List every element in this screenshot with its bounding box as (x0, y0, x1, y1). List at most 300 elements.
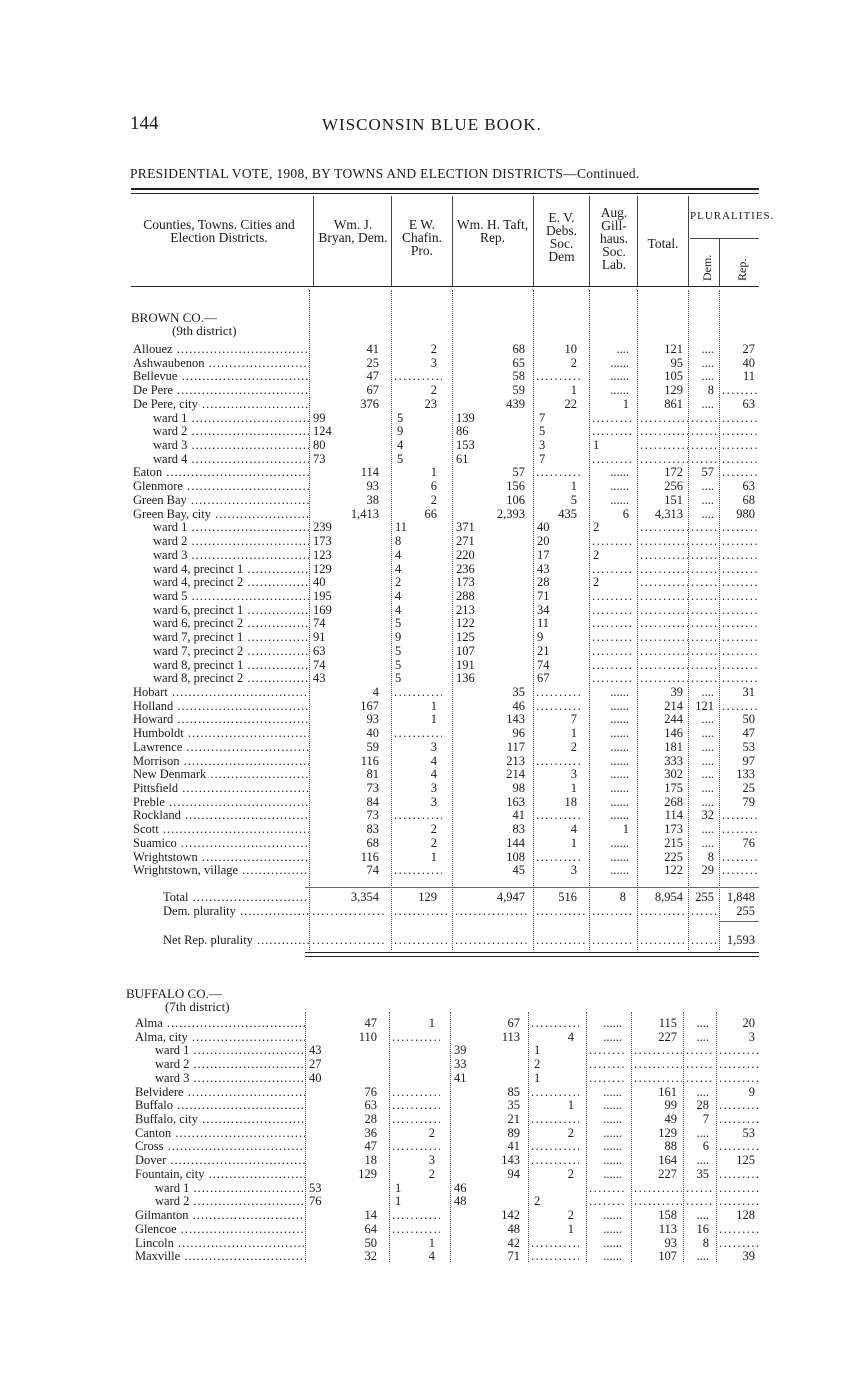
bryan-value: 99 (313, 410, 326, 425)
row-label: ward 1 ..... (153, 411, 309, 425)
row-label: ward 3 ..... (155, 1071, 305, 1085)
rep-value: 20 (742, 1016, 755, 1030)
row-label: ward 5 ..... (153, 589, 309, 603)
chafin-value: 11 (395, 520, 408, 535)
row-label: Wrightstown, village ..... (133, 863, 309, 877)
chafin-value: 2 (428, 1166, 435, 1181)
bryan-value: 74 (313, 657, 326, 672)
dem-value: .... (701, 479, 714, 494)
leader-dots (394, 726, 442, 740)
chafin-value: 23 (424, 396, 437, 411)
gill-value: ...... (610, 712, 629, 727)
row-label: Pittsfield ..... (133, 781, 309, 795)
leader-dots (592, 630, 634, 644)
top-double-rule (131, 188, 759, 190)
leader-dots (640, 933, 684, 947)
rep-value: 125 (736, 1153, 755, 1168)
row-label: ward 1 ..... (155, 1043, 305, 1057)
bryan-value: 40 (313, 575, 326, 590)
dem-value: .... (696, 1208, 709, 1223)
chafin-value: 4 (395, 561, 402, 576)
dem-value: .... (696, 1029, 709, 1044)
debs-value: 10 (564, 342, 577, 356)
leader-dots (394, 808, 442, 822)
rep-value: 40 (742, 355, 755, 370)
net-rep-value: 1,593 (726, 933, 755, 947)
total-value: 107 (658, 1249, 677, 1264)
debs-value: 2 (567, 1125, 574, 1140)
taft-value: 41 (507, 1139, 520, 1154)
leader-dots (719, 1057, 760, 1071)
table-row (0, 507, 859, 521)
pluralities-subrule (690, 238, 759, 239)
total-value: 39 (670, 685, 683, 699)
rep-value: 11 (742, 369, 755, 384)
bryan-value: 74 (313, 616, 326, 631)
debs-value: 1 (570, 835, 577, 850)
row-label: Suamico ..... (133, 836, 309, 850)
dem-value: .... (701, 342, 714, 356)
gill-value: ...... (603, 1112, 622, 1127)
chafin-value: 5 (395, 643, 402, 658)
leader-dots (691, 904, 717, 918)
section-end-rule (305, 952, 759, 953)
total-value: 861 (664, 396, 683, 411)
bryan-value: 93 (366, 479, 379, 494)
debs-value: 21 (537, 643, 550, 658)
chafin-value: 4 (395, 547, 402, 562)
table-row (0, 493, 859, 507)
table-row (0, 520, 859, 534)
total-rep: 1,848 (726, 890, 755, 904)
table-row (0, 589, 859, 603)
leader-dots (722, 644, 760, 658)
leader-dots (531, 1139, 579, 1153)
chafin-value: 3 (430, 355, 437, 370)
net-rep-plurality-row (0, 933, 859, 947)
leader-dots (536, 754, 582, 768)
dem-value: .... (701, 355, 714, 370)
debs-value: 1 (570, 726, 577, 741)
table-row (0, 1071, 859, 1085)
dem-plurality-value: 255 (736, 904, 755, 918)
dem-value: 8 (702, 1235, 709, 1250)
table-row (0, 836, 859, 850)
leader-dots (686, 1194, 714, 1208)
leader-dots (691, 671, 719, 685)
header-pluralities: PLURALITIES. (690, 210, 775, 222)
taft-value: 21 (507, 1112, 520, 1127)
row-label: Green Bay ..... (133, 493, 309, 507)
table-row (0, 1030, 859, 1044)
table-row (0, 685, 859, 699)
row-label: ward 7, precinct 2 ..... (153, 644, 309, 658)
taft-value: 94 (507, 1166, 520, 1181)
table-row (0, 822, 859, 836)
table-row (0, 1222, 859, 1236)
leader-dots (691, 603, 719, 617)
taft-value: 48 (454, 1194, 467, 1209)
row-label: Belvidere ..... (135, 1085, 305, 1099)
gill-value: ...... (610, 753, 629, 768)
dem-value: 121 (695, 698, 714, 713)
debs-value: 1 (534, 1043, 541, 1058)
dem-value: .... (701, 794, 714, 809)
bryan-value: 84 (366, 794, 379, 809)
bryan-value: 14 (364, 1208, 377, 1223)
page-number: 144 (130, 113, 159, 134)
row-label: Allouez ..... (133, 342, 309, 356)
dem-value: .... (701, 712, 714, 727)
bryan-value: 38 (366, 492, 379, 507)
dem-value: .... (701, 835, 714, 850)
row-label: Lincoln ..... (135, 1236, 305, 1250)
leader-dots (722, 534, 760, 548)
debs-value: 1 (567, 1221, 574, 1236)
total-label: Total ..... (163, 890, 309, 904)
total-value: 256 (664, 479, 683, 494)
bryan-value: 73 (313, 451, 326, 466)
rep-value: 31 (742, 685, 755, 699)
col-line-2 (391, 196, 392, 286)
leader-dots (719, 1071, 760, 1085)
gill-value: ...... (603, 1098, 622, 1113)
leader-dots (722, 562, 760, 576)
taft-value: 35 (507, 1098, 520, 1113)
table-row (0, 1153, 859, 1167)
total-value: 173 (664, 822, 683, 837)
table-row (0, 1098, 859, 1112)
total-dem: 255 (695, 890, 714, 904)
rep-value: 97 (742, 753, 755, 768)
leader-dots (394, 863, 442, 877)
leader-dots (691, 575, 719, 589)
row-label: ward 2 ..... (155, 1194, 305, 1208)
gill-value: 2 (593, 575, 600, 590)
row-label: Holland ..... (133, 699, 309, 713)
leader-dots (640, 589, 688, 603)
leader-dots (634, 1043, 682, 1057)
debs-value: 7 (539, 410, 546, 425)
taft-value: 113 (501, 1029, 520, 1044)
bryan-value: 63 (313, 643, 326, 658)
leader-dots (634, 1057, 682, 1071)
rep-value: 9 (748, 1084, 755, 1099)
total-value: 302 (664, 767, 683, 782)
dem-value: 28 (696, 1098, 709, 1113)
taft-value: 213 (506, 753, 525, 768)
leader-dots (592, 933, 634, 947)
header-debs: E. V. Debs. Soc. Dem (545, 210, 578, 264)
bryan-value: 43 (313, 671, 326, 686)
row-label: Eaton ..... (133, 465, 309, 479)
taft-value: 46 (512, 698, 525, 713)
dem-value: 29 (701, 863, 714, 878)
row-label: Rockland ..... (133, 808, 309, 822)
leader-dots (722, 452, 760, 466)
bryan-value: 173 (313, 534, 332, 549)
leader-dots (686, 1057, 714, 1071)
row-label: Bellevue ..... (133, 369, 309, 383)
bryan-value: 32 (364, 1249, 377, 1264)
bryan-value: 129 (358, 1166, 377, 1181)
leader-dots (719, 1236, 760, 1250)
leader-dots (640, 603, 688, 617)
running-head: WISCONSIN BLUE BOOK. (322, 115, 542, 134)
debs-value: 2 (570, 739, 577, 754)
row-label: De Pere, city ..... (133, 397, 309, 411)
bryan-value: 41 (366, 342, 379, 356)
table-row (0, 438, 859, 452)
bryan-value: 73 (366, 808, 379, 823)
bryan-value: 1,413 (350, 506, 379, 521)
dem-value: 6 (702, 1139, 709, 1154)
table-row (0, 1057, 859, 1071)
total-value: 49 (664, 1112, 677, 1127)
bryan-value: 80 (313, 438, 326, 453)
table-row (0, 671, 859, 685)
total-value: 129 (658, 1125, 677, 1140)
leader-dots (536, 904, 586, 918)
bryan-value: 73 (366, 781, 379, 796)
gill-value: ...... (610, 383, 629, 398)
gill-value: ...... (610, 465, 629, 480)
debs-value: 67 (537, 671, 550, 686)
leader-dots (640, 904, 684, 918)
row-label: De Pere ..... (133, 383, 309, 397)
chafin-value: 2 (395, 575, 402, 590)
taft-value: 41 (512, 808, 525, 823)
leader-dots (722, 671, 760, 685)
leader-dots (691, 452, 719, 466)
leader-dots (536, 699, 582, 713)
leader-dots (722, 658, 760, 672)
rep-value: 68 (742, 492, 755, 507)
chafin-value: 5 (397, 451, 404, 466)
col-line-3 (452, 196, 453, 286)
gill-value: ...... (603, 1139, 622, 1154)
rep-value: 50 (742, 712, 755, 727)
row-label: Wrightstown ..... (133, 850, 309, 864)
taft-value: 35 (512, 685, 525, 699)
table-row (0, 616, 859, 630)
row-label: ward 2 ..... (155, 1057, 305, 1071)
rep-value: 76 (742, 835, 755, 850)
bryan-value: 47 (364, 1139, 377, 1154)
row-label: Hobart ..... (133, 685, 309, 699)
taft-value: 2,393 (496, 506, 525, 521)
total-row (0, 890, 859, 904)
total-value: 215 (664, 835, 683, 850)
leader-dots (536, 369, 582, 383)
total-value: 113 (658, 1221, 677, 1236)
row-label: ward 8, precinct 1 ..... (153, 658, 309, 672)
row-label: ward 8, precinct 2 ..... (153, 671, 309, 685)
table-row (0, 1126, 859, 1140)
total-value: 161 (658, 1084, 677, 1099)
total-chafin: 129 (418, 890, 437, 904)
row-label: Dover ..... (135, 1153, 305, 1167)
col-line-5 (589, 196, 590, 286)
taft-value: 144 (506, 835, 525, 850)
dem-value: .... (696, 1125, 709, 1140)
total-value: 129 (664, 383, 683, 398)
gill-value: ...... (610, 863, 629, 878)
table-row (0, 658, 859, 672)
table-row (0, 712, 859, 726)
leader-dots (640, 616, 688, 630)
leader-dots (640, 548, 688, 562)
dem-value: .... (701, 369, 714, 384)
leader-dots (640, 534, 688, 548)
header-total: Total. (647, 236, 679, 251)
chafin-value: 2 (428, 1125, 435, 1140)
taft-value: 89 (507, 1125, 520, 1140)
taft-value: 371 (456, 520, 475, 535)
bryan-value: 169 (313, 602, 332, 617)
table-row (0, 562, 859, 576)
leader-dots (455, 933, 529, 947)
leader-dots (531, 1016, 579, 1030)
taft-value: 163 (506, 794, 525, 809)
chafin-value: 9 (397, 424, 404, 439)
dem-value: .... (701, 726, 714, 741)
debs-value: 4 (567, 1029, 574, 1044)
debs-value: 5 (570, 492, 577, 507)
bryan-value: 67 (366, 383, 379, 398)
chafin-value: 2 (430, 492, 437, 507)
header-bryan: Wm. J. Bryan, Dem. (318, 217, 388, 245)
gill-value: ...... (603, 1125, 622, 1140)
table-row (0, 575, 859, 589)
taft-value: 67 (507, 1016, 520, 1030)
debs-value: 9 (537, 630, 544, 645)
leader-dots (640, 520, 688, 534)
gill-value: ...... (603, 1166, 622, 1181)
gill-value: ...... (603, 1235, 622, 1250)
leader-dots (640, 575, 688, 589)
table-row (0, 603, 859, 617)
table-row (0, 754, 859, 768)
chafin-value: 5 (395, 657, 402, 672)
debs-value: 1 (534, 1070, 541, 1085)
leader-dots (691, 534, 719, 548)
leader-dots (640, 562, 688, 576)
chafin-value: 2 (430, 835, 437, 850)
leader-dots (531, 1085, 579, 1099)
bryan-value: 63 (364, 1098, 377, 1113)
taft-value: 68 (512, 342, 525, 356)
taft-value: 288 (456, 588, 475, 603)
gill-value: ...... (610, 808, 629, 823)
leader-dots (392, 1139, 440, 1153)
dem-value: .... (701, 685, 714, 699)
leader-dots (719, 1139, 760, 1153)
gill-value: ...... (610, 492, 629, 507)
leader-dots (589, 1043, 627, 1057)
total-debs: 516 (558, 890, 577, 904)
bryan-value: 36 (364, 1125, 377, 1140)
net-rep-label: Net Rep. plurality ..... (163, 933, 309, 947)
row-label: Preble ..... (133, 795, 309, 809)
gill-value: ...... (610, 726, 629, 741)
leader-dots (722, 424, 760, 438)
rep-value: 3 (748, 1029, 755, 1044)
debs-value: 3 (570, 767, 577, 782)
gill-value: 1 (622, 396, 629, 411)
dem-value: .... (696, 1084, 709, 1099)
debs-value: 28 (537, 575, 550, 590)
row-label: ward 2 ..... (153, 534, 309, 548)
leader-dots (634, 1181, 682, 1195)
gill-value: ...... (610, 849, 629, 864)
county-heading-buffalo: BUFFALO CO.— (126, 986, 222, 1001)
bryan-value: 83 (366, 822, 379, 837)
debs-value: 1 (570, 383, 577, 398)
table-row (0, 1085, 859, 1099)
total-value: 268 (664, 794, 683, 809)
dem-value: 7 (702, 1112, 709, 1127)
leader-dots (722, 589, 760, 603)
gill-value: ...... (610, 355, 629, 370)
dem-value: .... (701, 753, 714, 768)
gill-value: ...... (610, 369, 629, 384)
table-row (0, 452, 859, 466)
bryan-value: 74 (366, 863, 379, 878)
table-row (0, 863, 859, 877)
taft-value: 59 (512, 383, 525, 398)
leader-dots (640, 452, 688, 466)
bryan-value: 68 (366, 835, 379, 850)
leader-dots (589, 1181, 627, 1195)
row-label: ward 6, precinct 2 ..... (153, 616, 309, 630)
header-gillhaus: Aug. Gill-haus. Soc. Lab. (599, 205, 629, 272)
leader-dots (536, 933, 586, 947)
leader-dots (634, 1071, 682, 1085)
total-value: 227 (658, 1166, 677, 1181)
bryan-value: 40 (309, 1070, 322, 1085)
dem-value: 32 (701, 808, 714, 823)
debs-value: 7 (539, 451, 546, 466)
bryan-value: 81 (366, 767, 379, 782)
bryan-value: 27 (309, 1057, 322, 1072)
leader-dots (394, 933, 448, 947)
gill-value: ...... (603, 1016, 622, 1030)
taft-value: 191 (456, 657, 475, 672)
chafin-value: 2 (430, 342, 437, 356)
bryan-value: 195 (313, 588, 332, 603)
leader-dots (722, 863, 760, 877)
leader-dots (536, 465, 582, 479)
leader-dots (312, 933, 386, 947)
leader-dots (392, 1208, 440, 1222)
gill-value: ...... (603, 1029, 622, 1044)
taft-value: 143 (501, 1153, 520, 1168)
taft-value: 125 (456, 630, 475, 645)
gill-value: ...... (603, 1249, 622, 1264)
leader-dots (592, 534, 634, 548)
chafin-value: 1 (395, 1180, 402, 1195)
debs-value: 4 (570, 822, 577, 837)
dem-plurality-row (0, 904, 859, 918)
rep-value: 63 (742, 479, 755, 494)
gill-value: .... (616, 342, 629, 356)
dem-value: .... (701, 781, 714, 796)
leader-dots (592, 603, 634, 617)
leader-dots (640, 411, 688, 425)
chafin-value: 2 (430, 383, 437, 398)
chafin-value: 2 (430, 822, 437, 837)
